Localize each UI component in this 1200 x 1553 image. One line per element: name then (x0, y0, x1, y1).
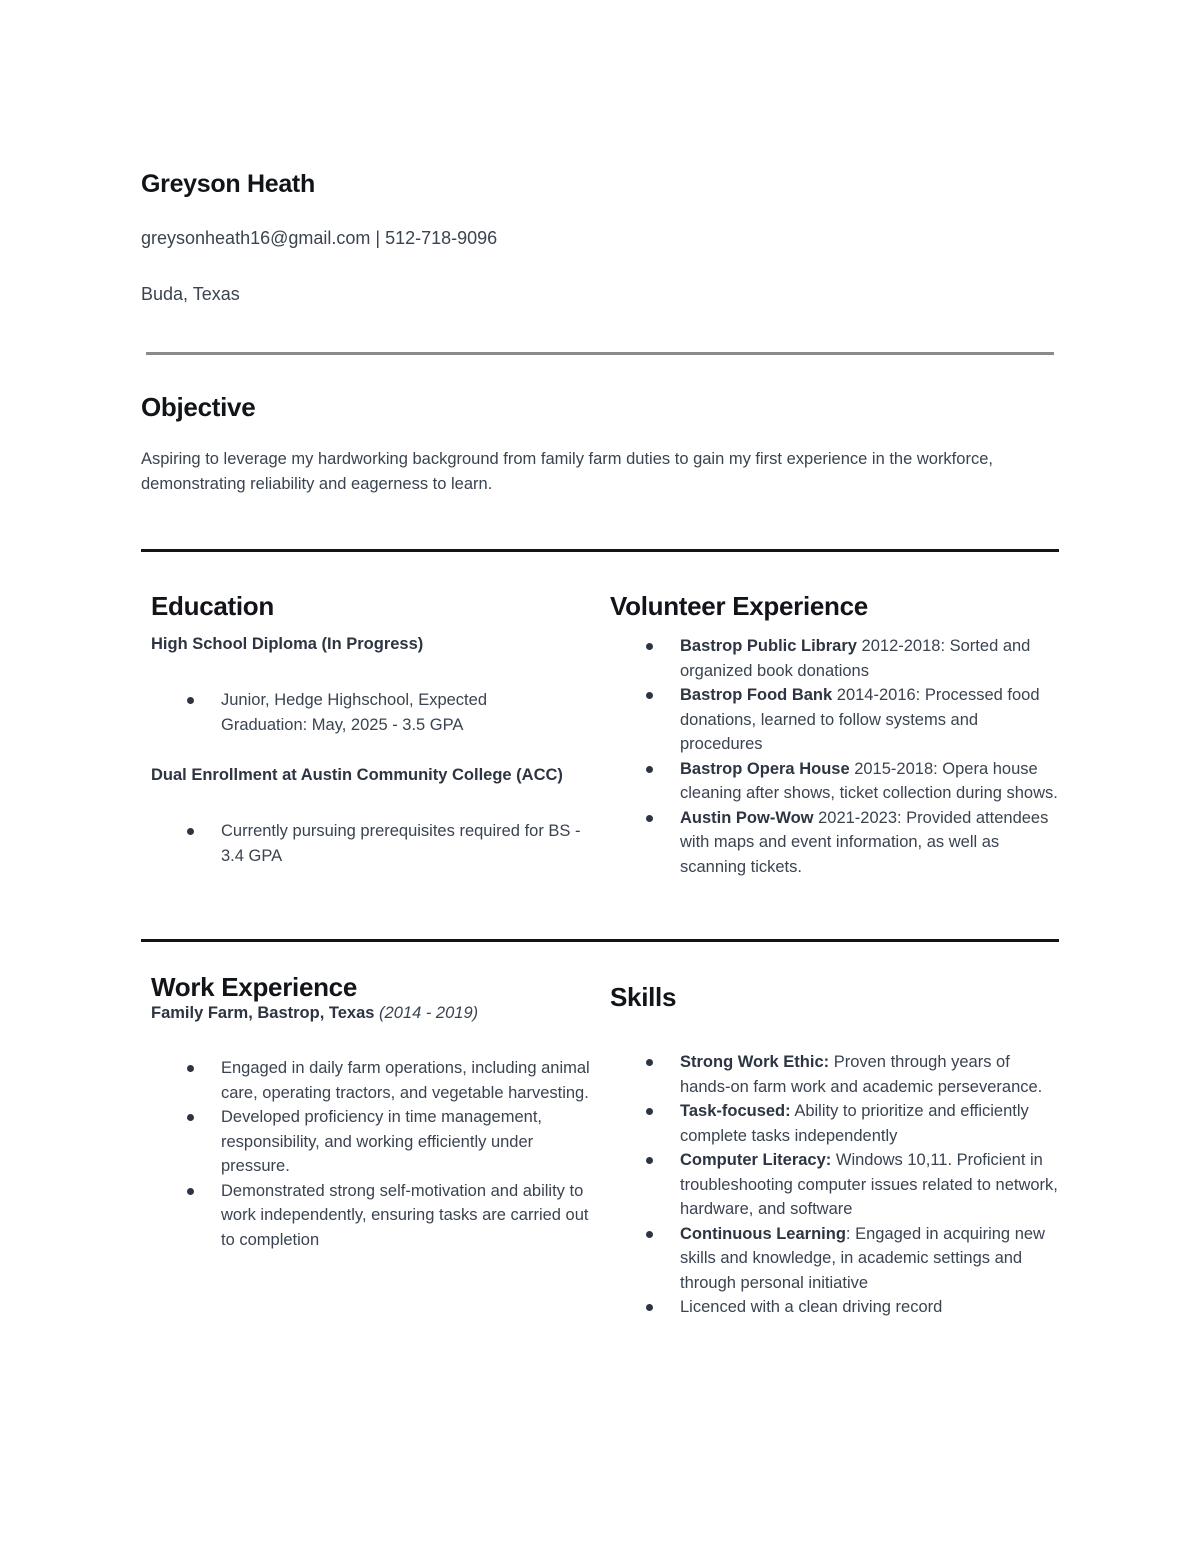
objective-title: Objective (141, 392, 256, 422)
contact-line: greysonheath16@gmail.com | 512-718-9096 (141, 228, 498, 248)
location: Buda, Texas (141, 284, 240, 304)
list-item: Task-focused: Ability to prioritize and efficiently complete tasks independently (610, 1099, 1060, 1148)
objective-divider (141, 549, 1059, 552)
education-heading: Dual Enrollment at Austin Community College (ACC) (151, 766, 563, 784)
bullet-icon (646, 815, 653, 822)
work-employer: Family Farm, Bastrop, Texas (151, 1004, 375, 1022)
objective-text: Aspiring to leverage my hardworking background from family farm duties to gain my first experience in the workforce, demonstrating reliability and eagerness to learn. (141, 450, 993, 493)
list-item: Austin Pow-Wow 2021-2023: Provided attendees with maps and event information, as well as scanning tickets. (610, 806, 1060, 880)
bullet-icon (187, 828, 194, 835)
candidate-name: Greyson Heath (141, 170, 315, 198)
bullet-icon (646, 1108, 653, 1115)
bullet-icon (646, 1059, 653, 1066)
bullet-icon (187, 1188, 194, 1195)
list-item: Bastrop Food Bank 2014-2016: Processed food donations, learned to follow systems and procedures (610, 683, 1060, 757)
list-item: Bastrop Opera House 2015-2018: Opera house cleaning after shows, ticket collection during shows. (610, 757, 1060, 806)
bullet-icon (187, 1114, 194, 1121)
list-item: Licenced with a clean driving record (610, 1295, 1060, 1320)
education-heading: High School Diploma (In Progress) (151, 635, 424, 653)
list-item: Developed proficiency in time management, responsibility, and working efficiently under pressure. (151, 1105, 591, 1179)
work-list (151, 1056, 591, 1252)
list-item: Currently pursuing prerequisites required for BS - 3.4 GPA (151, 819, 581, 868)
skills-title: Skills (610, 982, 677, 1012)
bullet-icon (187, 697, 194, 704)
bullet-icon (187, 1065, 194, 1072)
list-item: Engaged in daily farm operations, including animal care, operating tractors, and vegetable harvesting. (151, 1056, 591, 1105)
bullet-icon (646, 766, 653, 773)
bullet-icon (646, 1157, 653, 1164)
section-divider (141, 939, 1059, 942)
education-list (151, 688, 531, 737)
list-item: Demonstrated strong self-motivation and ability to work independently, ensuring tasks are carried out to completion (151, 1179, 591, 1253)
bullet-icon (646, 692, 653, 699)
list-item: Bastrop Public Library 2012-2018: Sorted and organized book donations (610, 634, 1060, 683)
list-item: Continuous Learning: Engaged in acquiring new skills and knowledge, in academic settings and through personal initiative (610, 1222, 1060, 1296)
work-employer-line (151, 1004, 478, 1023)
bullet-icon (646, 1231, 653, 1238)
list-item: Computer Literacy: Windows 10,11. Proficient in troubleshooting computer issues related to network, hardware, and software (610, 1148, 1060, 1222)
bullet-icon (646, 1304, 653, 1311)
education-title: Education (151, 591, 274, 621)
list-item: Junior, Hedge Highschool, Expected Graduation: May, 2025 - 3.5 GPA (151, 688, 531, 737)
list-item: Strong Work Ethic: Proven through years of hands-on farm work and academic perseverance. (610, 1050, 1060, 1099)
education-list (151, 819, 581, 868)
work-dates: (2014 - 2019) (379, 1004, 479, 1022)
work-title: Work Experience (151, 972, 358, 1002)
header-divider (146, 352, 1054, 355)
volunteer-list (610, 634, 1060, 879)
bullet-icon (646, 643, 653, 650)
skills-list (610, 1050, 1060, 1320)
volunteer-title: Volunteer Experience (610, 591, 868, 621)
